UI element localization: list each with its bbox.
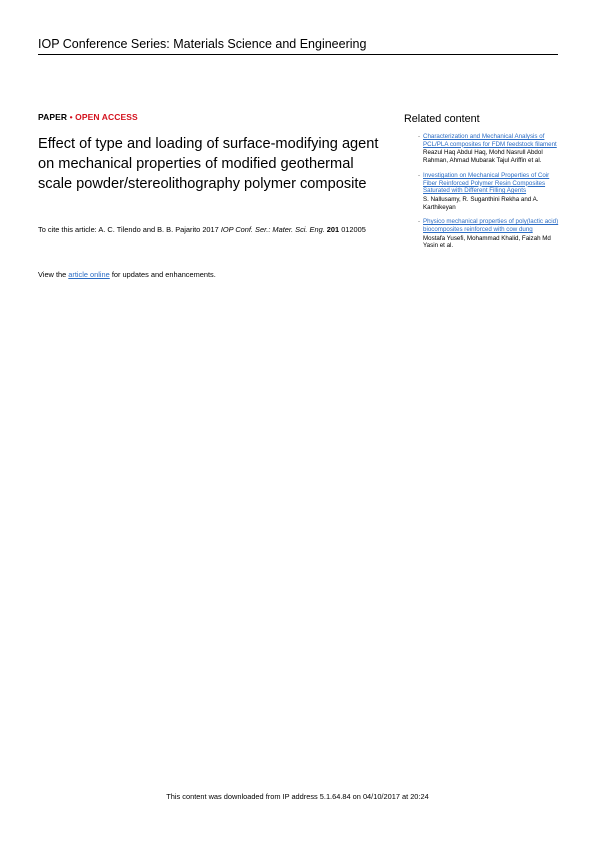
related-content-panel — [404, 112, 562, 257]
related-content-heading: Related content — [404, 113, 480, 125]
download-footer: This content was downloaded from IP address 5.1.64.84 on 04/10/2017 at 20:24 — [166, 792, 429, 801]
bullet-icon: - — [418, 133, 421, 140]
related-item-link[interactable]: Investigation on Mechanical Properties of Coir Fiber Reinforced Polymer Resin Composites Saturated with Different Filling Agents — [423, 171, 550, 195]
article-online-link[interactable]: article online — [68, 270, 110, 279]
related-item-authors: Reazul Haq Abdul Haq, Mohd Nasrull Abdol Rahman, Ahmad Mubarak Tajul Ariffin et al. — [423, 149, 543, 165]
related-item-authors: S. Nallusamy, R. Suganthini Rekha and A. Karthikeyan — [423, 195, 539, 211]
bullet-icon: - — [418, 218, 421, 226]
related-item — [404, 172, 562, 212]
citation-volume: 201 — [326, 225, 340, 234]
journal-header: IOP Conference Series: Materials Science and Engineering — [38, 36, 558, 55]
article-title: Effect of type and loading of surface-modifying agent on mechanical properties of modified geothermal scale powder/stereolithography polymer composite — [38, 136, 379, 192]
related-list — [404, 133, 562, 250]
related-item-authors: Mostafa Yusefi, Mohammad Khalid, Faizah Md Yasin et al. — [423, 234, 551, 250]
bullet-icon: - — [418, 171, 421, 179]
related-item — [404, 218, 562, 250]
tag-separator: • — [69, 112, 73, 122]
view-prefix: View the — [38, 270, 69, 279]
related-item-link[interactable]: Physico mechanical properties of poly(lactic acid) biocomposites reinforced with cow dung — [423, 218, 559, 234]
view-suffix: for updates and enhancements. — [109, 270, 216, 279]
open-access-label: OPEN ACCESS — [75, 112, 138, 122]
citation-journal: IOP Conf. Ser.: Mater. Sci. Eng. — [220, 225, 325, 234]
related-item-link[interactable]: Characterization and Mechanical Analysis of PCL/PLA composites for FDM feedstock filament — [423, 133, 557, 148]
citation-article-number: 012005 — [339, 225, 366, 234]
citation-prefix: To cite this article: A. C. Tilendo and B. B. Pajarito 2017 — [38, 225, 221, 234]
related-item — [404, 133, 562, 165]
paper-tag — [38, 112, 138, 122]
citation — [38, 225, 398, 235]
view-online-note — [38, 270, 216, 280]
paper-label: PAPER — [38, 112, 68, 122]
